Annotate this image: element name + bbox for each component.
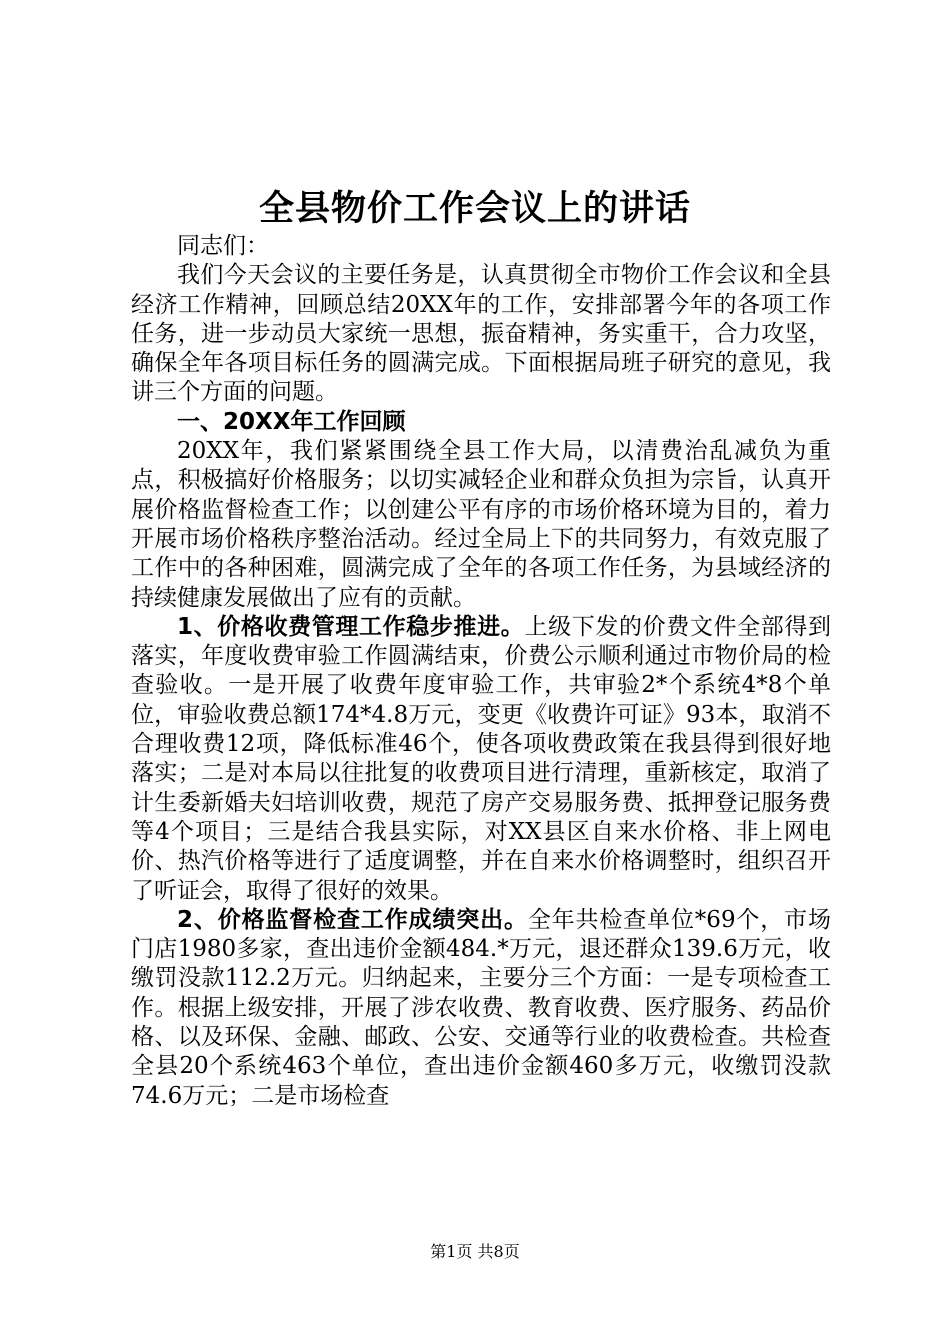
page-title: 全县物价工作会议上的讲话 — [258, 189, 691, 229]
intro-paragraph: 我们今天会议的主要任务是，认真贯彻全市物价工作会议和全县经济工作精神，回顾总结20XX年的工作，安排部署今年的各项工作任务，进一步动员大家统一思想，振奋精神，务实重干，合力攻坚，确保全年各项目标任务的圆满完成。下面根据局班子研究的意见，我讲三个方面的问题。 — [131, 262, 831, 406]
item-2-text: 全年共检查单位*69个，市场门店1980多家，查出违价金额484.*万元，退还群众139.6万元，收缴罚没款112.2万元。归纳起来，主要分三个方面：一是专项检查工作。根据上级安排，开展了涉农收费、教育收费、医疗服务、药品价格、以及环保、金融、邮政、公安、交通等行业的收费检查。共检查全县20个系统463个单位，查出违价金额460多万元，收缴罚没款74.6万元；二是市场检查 — [131, 906, 831, 1109]
item-2-lead: 2、价格监督检查工作成绩突出。 — [177, 906, 528, 933]
section-paragraph: 20XX年，我们紧紧围绕全县工作大局，以清费治乱减负为重点，积极搞好价格服务；以切实减轻企业和群众负担为宗旨，认真开展价格监督检查工作；以创建公平有序的市场价格环境为目的，着力开展市场价格秩序整治活动。经过全局上下的共同努力，有效克服了工作中的各种困难，圆满完成了全年的各项工作任务，为县域经济的持续健康发展做出了应有的贡献。 — [131, 438, 831, 611]
page-footer: 第1页 共8页 — [430, 1242, 520, 1261]
salutation: 同志们： — [177, 233, 269, 259]
document-body — [131, 232, 831, 1111]
item-1-paragraph — [131, 613, 831, 906]
item-1-lead: 1、价格收费管理工作稳步推进。 — [177, 613, 525, 640]
item-2-paragraph — [131, 906, 831, 1111]
item-1-text: 上级下发的价费文件全部得到落实，年度收费审验工作圆满结束，价费公示顺利通过市物价局的检查验收。一是开展了收费年度审验工作，共审验2*个系统4*8个单位，审验收费总额174*4.8万元，变更《收费许可证》93本，取消不合理收费12项，降低标准46个，使各项收费政策在我县得到很好地落实；二是对本局以往批复的收费项目进行清理，重新核定，取消了计生委新婚夫妇培训收费，规范了房产交易服务费、抵押登记服务费等4个项目；三是结合我县实际，对XX县区自来水价格、非上网电价、热汽价格等进行了适度调整，并在自来水价格调整时，组织召开了听证会，取得了很好的效果。 — [131, 613, 832, 904]
section-heading: 一、20XX年工作回顾 — [177, 408, 406, 435]
